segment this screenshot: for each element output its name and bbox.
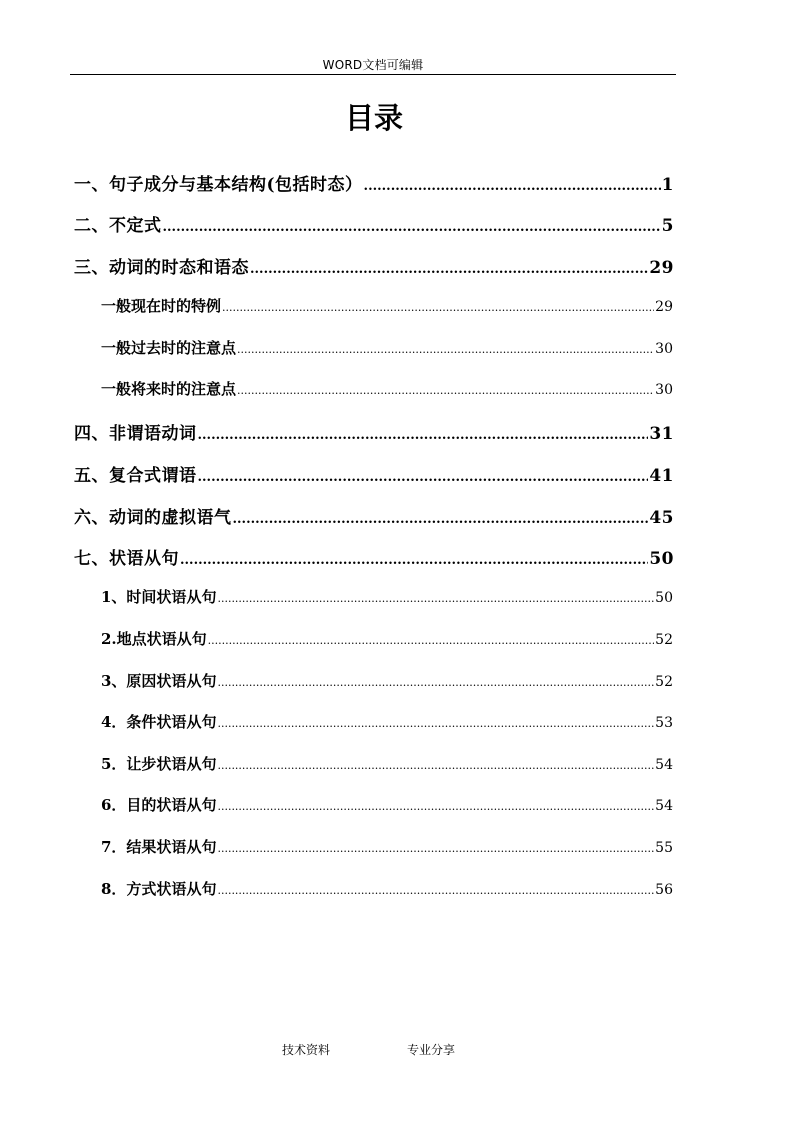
- toc-entry-page: 52: [655, 674, 673, 690]
- toc-entry-page: 30: [655, 341, 673, 357]
- toc-dot-leader: [217, 592, 654, 605]
- toc-entry[interactable]: [101, 586, 673, 607]
- toc-entry[interactable]: [101, 753, 673, 774]
- toc-entry-page: 52: [655, 632, 673, 648]
- toc-dot-leader: [217, 759, 654, 772]
- toc-entry-label: 一般过去时的注意点: [101, 339, 237, 357]
- toc-dot-leader: [198, 470, 649, 485]
- toc-entry-page: 53: [655, 715, 673, 731]
- toc-entry-label: 5．让步状语从句: [101, 755, 217, 773]
- toc-entry[interactable]: [101, 378, 673, 399]
- toc-dot-leader: [364, 179, 661, 194]
- toc-entry-page: 45: [649, 508, 674, 528]
- toc-entry[interactable]: [101, 337, 673, 358]
- toc-dot-leader: [237, 343, 654, 356]
- toc-entry-label: 1、时间状语从句: [101, 588, 217, 606]
- toc-dot-leader: [217, 884, 654, 897]
- toc-entry-label: 一、句子成分与基本结构(包括时态）: [74, 175, 363, 195]
- toc-title: 目录: [344, 101, 403, 135]
- toc-entry-page: 29: [655, 299, 673, 315]
- toc-entry-page: 54: [655, 798, 673, 814]
- toc-entry-label: 七、状语从句: [74, 549, 179, 569]
- toc-entry-label: 6．目的状语从句: [101, 796, 217, 814]
- toc-entry[interactable]: [101, 878, 673, 899]
- toc-entry-label: 8．方式状语从句: [101, 880, 217, 898]
- toc-entry-page: 41: [649, 466, 674, 486]
- toc-entry[interactable]: [74, 253, 674, 278]
- toc-entry[interactable]: [101, 628, 673, 649]
- toc-entry-label: 六、动词的虚拟语气: [74, 508, 232, 528]
- footer-right-text: 专业分享: [407, 1043, 456, 1057]
- toc-dot-leader: [217, 842, 654, 855]
- toc-dot-leader: [222, 301, 654, 314]
- toc-dot-leader: [163, 220, 661, 235]
- toc-entry[interactable]: [101, 794, 673, 815]
- toc-entry-label: 二、不定式: [74, 216, 162, 236]
- toc-entry[interactable]: [74, 170, 674, 195]
- toc-dot-leader: [233, 512, 649, 527]
- toc-entry-label: 五、复合式谓语: [74, 466, 197, 486]
- toc-dot-leader: [250, 262, 648, 277]
- toc-entry-label: 一般将来时的注意点: [101, 380, 237, 398]
- toc-entry-label: 3、原因状语从句: [101, 672, 217, 690]
- page-header: WORD文档可编辑: [322, 58, 424, 72]
- toc-entry-page: 50: [649, 549, 674, 569]
- toc-dot-leader: [208, 634, 655, 647]
- toc-entry-page: 55: [655, 840, 673, 856]
- toc-entry-page: 29: [649, 258, 674, 278]
- toc-entry[interactable]: [74, 461, 674, 486]
- toc-dot-leader: [217, 800, 654, 813]
- toc-entry-page: 30: [655, 382, 673, 398]
- toc-dot-leader: [217, 676, 654, 689]
- footer-left-text: 技术资料: [282, 1043, 331, 1057]
- toc-entry-page: 50: [655, 590, 673, 606]
- toc-dot-leader: [180, 553, 648, 568]
- toc-entry[interactable]: [74, 419, 674, 444]
- toc-entry[interactable]: [101, 836, 673, 857]
- toc-entry-label: 4．条件状语从句: [101, 713, 217, 731]
- toc-entry-label: 2.地点状语从句: [101, 630, 207, 648]
- toc-entry-label: 四、非谓语动词: [74, 424, 197, 444]
- toc-entry-page: 5: [661, 216, 674, 236]
- toc-dot-leader: [198, 428, 649, 443]
- toc-entry[interactable]: [101, 670, 673, 691]
- toc-entry[interactable]: [101, 295, 673, 316]
- toc-dot-leader: [217, 717, 654, 730]
- toc-entry-label: 一般现在时的特例: [101, 297, 222, 315]
- toc-entry-page: 31: [649, 424, 674, 444]
- toc-dot-leader: [237, 384, 654, 397]
- toc-entry[interactable]: [74, 211, 674, 236]
- toc-entry-label: 三、动词的时态和语态: [74, 258, 249, 278]
- toc-entry[interactable]: [74, 544, 674, 569]
- toc-entry-page: 56: [655, 882, 673, 898]
- toc-entry-label: 7．结果状语从句: [101, 838, 217, 856]
- toc-entry-page: 54: [655, 757, 673, 773]
- toc-entry[interactable]: [101, 711, 673, 732]
- toc-entry-page: 1: [661, 175, 674, 195]
- toc-entry[interactable]: [74, 503, 674, 528]
